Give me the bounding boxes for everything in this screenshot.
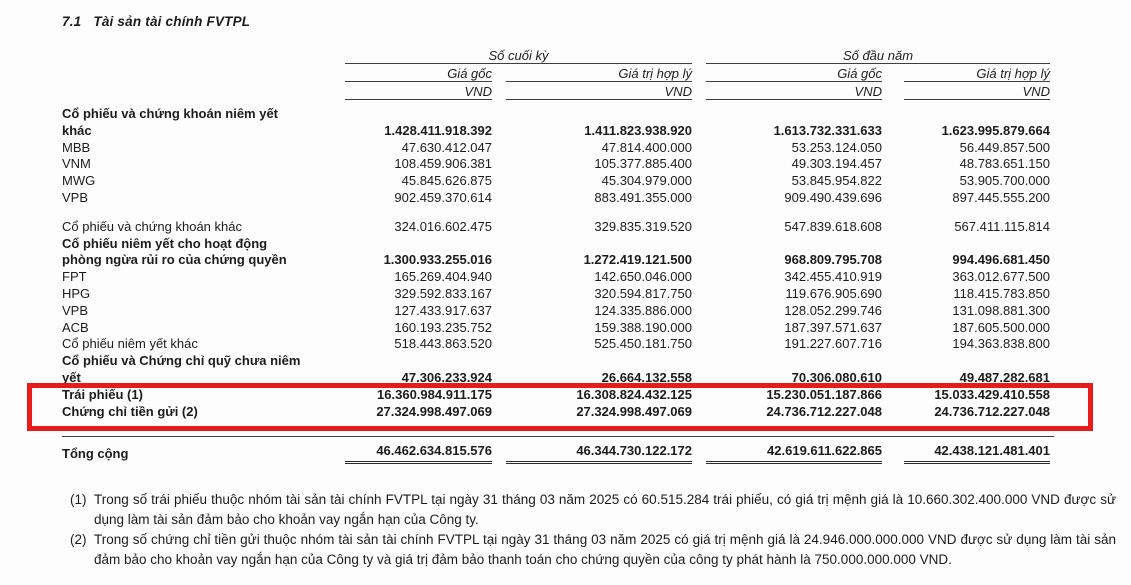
cell-value: 56.449.857.500 xyxy=(959,139,1050,155)
cell-value: 15.230.051.187.866 xyxy=(766,386,882,402)
section-number: 7.1 xyxy=(62,14,82,29)
cell-value: 47.306.233.924 xyxy=(401,369,492,385)
unit-label: VND xyxy=(506,84,692,100)
highlight-box xyxy=(27,383,1093,431)
row-label: phòng ngừa rủi ro của chứng quyền xyxy=(62,252,287,268)
header-group-start-of-year: Số đầu năm xyxy=(706,48,1050,64)
header-col-fair-value-start: Giá trị hợp lý xyxy=(904,66,1050,82)
row-label: MBB xyxy=(62,139,91,155)
footnotes xyxy=(70,490,1116,570)
cell-value: 909.490.439.696 xyxy=(784,189,882,205)
cell-value: 27.324.998.497.069 xyxy=(376,403,492,419)
row-label: VPB xyxy=(62,189,89,205)
cell-value: 24.736.712.227.048 xyxy=(766,403,882,419)
cell-value: 1.428.411.918.392 xyxy=(384,122,492,138)
section-title xyxy=(62,14,250,29)
cell-value: 53.905.700.000 xyxy=(959,173,1050,189)
unit-label: VND xyxy=(706,84,882,100)
table-row xyxy=(62,140,1054,157)
cell-value: 108.459.906.381 xyxy=(394,156,492,172)
cell-value: 897.445.555.200 xyxy=(952,189,1050,205)
cell-value: 46.462.634.815.576 xyxy=(345,443,492,464)
row-spacer xyxy=(62,207,1054,219)
cell-value: 27.324.998.497.069 xyxy=(576,403,692,419)
row-label: VNM xyxy=(62,156,91,172)
table-row xyxy=(62,156,1054,173)
row-label: ACB xyxy=(62,319,89,335)
unit-label: VND xyxy=(904,84,1050,100)
cell-value: 363.012.677.500 xyxy=(952,269,1050,285)
footnote-1 xyxy=(70,490,1116,529)
footnote-text: Trong số trái phiếu thuộc nhóm tài sản tài chính FVTPL tại ngày 31 tháng 03 năm 2025 có 60.515.284 trái phiếu, có giá trị mệnh giá là 10.660.302.400.000 VND được sử dụng làm tài sản đảm bảo cho khoản vay ngắn hạn của Công ty. xyxy=(94,492,1116,527)
cell-value: 968.809.795.708 xyxy=(784,252,882,268)
cell-value: 994.496.681.450 xyxy=(952,252,1050,268)
cell-value: 165.269.404.940 xyxy=(394,269,492,285)
cell-value: 42.619.611.622.865 xyxy=(706,443,882,464)
table-header-units xyxy=(62,84,1054,102)
cell-value: 194.363.838.800 xyxy=(952,336,1050,352)
cell-value: 105.377.885.400 xyxy=(594,156,692,172)
table-row xyxy=(62,303,1054,320)
table-header-groups xyxy=(62,48,1054,66)
cell-value: 45.304.979.000 xyxy=(601,173,692,189)
unit-label: VND xyxy=(345,84,492,100)
table-header-columns xyxy=(62,66,1054,84)
cell-value: 128.052.299.746 xyxy=(784,302,882,318)
footnote-marker: (1) xyxy=(70,492,87,507)
cell-value: 119.676.905.690 xyxy=(785,285,882,301)
cell-value: 42.438.121.481.401 xyxy=(904,443,1050,464)
cell-value: 191.227.607.716 xyxy=(784,336,882,352)
cell-value: 518.443.863.520 xyxy=(394,336,492,352)
row-label: Cổ phiếu và chứng khoán khác xyxy=(62,218,242,234)
table-row xyxy=(62,252,1054,269)
header-col-cost-end: Giá gốc xyxy=(345,66,492,82)
cell-value: 187.397.571.637 xyxy=(784,319,882,335)
cell-value: 26.664.132.558 xyxy=(601,369,692,385)
cell-value: 16.360.984.911.175 xyxy=(377,386,492,402)
row-label: Cổ phiếu và Chứng chỉ quỹ chưa niêm xyxy=(62,353,301,369)
table-row xyxy=(62,106,1054,123)
cell-value: 187.605.500.000 xyxy=(952,319,1050,335)
cell-value: 53.253.124.050 xyxy=(791,139,882,155)
cell-value: 142.650.046.000 xyxy=(594,269,692,285)
cell-value: 53.845.954.822 xyxy=(791,173,882,189)
table-row xyxy=(62,353,1054,370)
cell-value: 329.592.833.167 xyxy=(394,285,492,301)
cell-value: 47.814.400.000 xyxy=(601,139,692,155)
row-label: HPG xyxy=(62,285,91,301)
header-col-fair-value-end: Giá trị hợp lý xyxy=(506,66,692,82)
table-row xyxy=(62,219,1054,236)
cell-value: 24.736.712.227.048 xyxy=(934,403,1050,419)
cell-value: 46.344.730.122.172 xyxy=(506,443,692,464)
cell-value: 118.415.783.850 xyxy=(953,285,1050,301)
row-label: VPB xyxy=(62,302,89,318)
cell-value: 15.033.429.410.558 xyxy=(934,386,1050,402)
row-label: Cổ phiếu và chứng khoán niêm yết xyxy=(62,106,279,121)
cell-value: 49.487.282.681 xyxy=(959,369,1050,385)
cell-value: 124.335.886.000 xyxy=(594,302,692,318)
cell-value: 320.594.817.750 xyxy=(594,285,692,301)
cell-value: 47.630.412.047 xyxy=(401,139,492,155)
cell-value: 160.193.235.752 xyxy=(394,319,492,335)
cell-value: 45.845.626.875 xyxy=(401,173,492,189)
cell-value: 525.450.181.750 xyxy=(594,336,692,352)
row-label: Tổng cộng xyxy=(62,446,129,462)
cell-value: 1.272.419.121.500 xyxy=(583,252,692,268)
cell-value: 329.835.319.520 xyxy=(594,218,692,234)
cell-value: 48.783.651.150 xyxy=(959,156,1050,172)
row-label: Cổ phiếu niêm yết khác xyxy=(62,336,198,352)
cell-value: 49.303.194.457 xyxy=(791,156,882,172)
cell-value: 324.016.602.475 xyxy=(394,218,492,234)
row-label: Trái phiếu (1) xyxy=(62,386,143,402)
cell-value: 1.613.732.331.633 xyxy=(773,122,882,138)
total-row xyxy=(62,437,1054,464)
row-label: yết xyxy=(62,369,81,385)
cell-value: 16.308.824.432.125 xyxy=(576,386,692,402)
row-label: Chứng chỉ tiền gửi (2) xyxy=(62,403,198,419)
header-col-cost-start: Giá gốc xyxy=(706,66,882,82)
section-title-text: Tài sản tài chính FVTPL xyxy=(93,14,251,29)
cell-value: 70.306.080.610 xyxy=(791,369,882,385)
footnote-marker: (2) xyxy=(70,532,87,547)
table-row xyxy=(62,236,1054,253)
cell-value: 131.098.881.300 xyxy=(952,302,1050,318)
footnote-2 xyxy=(70,530,1116,569)
cell-value: 1.623.995.879.664 xyxy=(941,122,1050,138)
cell-value: 1.411.823.938.920 xyxy=(584,122,692,138)
table-row xyxy=(62,320,1054,337)
cell-value: 127.433.917.637 xyxy=(394,302,492,318)
table-row xyxy=(62,336,1054,353)
cell-value: 567.411.115.814 xyxy=(954,218,1050,234)
header-group-end-of-period: Số cuối kỳ xyxy=(345,48,692,64)
cell-value: 883.491.355.000 xyxy=(594,189,692,205)
table-row xyxy=(62,269,1054,286)
cell-value: 902.459.370.614 xyxy=(394,189,492,205)
cell-value: 547.839.618.608 xyxy=(784,218,882,234)
row-label: FPT xyxy=(62,269,87,285)
row-label: Cổ phiếu niêm yết cho hoạt động xyxy=(62,235,268,251)
row-label: khác xyxy=(62,122,92,138)
cell-value: 1.300.933.255.016 xyxy=(383,252,492,268)
table-row xyxy=(62,123,1054,140)
table-row xyxy=(62,190,1054,207)
footnote-text: Trong số chứng chỉ tiền gửi thuộc nhóm tài sản tài chính FVTPL tại ngày 31 tháng 03 năm 2025 có giá trị mệnh giá là 24.946.000.000.000 VND được sử dụng làm tài sản đảm bảo cho khoản vay ngắn hạn của Công ty và giá trị đảm bảo thanh toán cho chứng quyền của công ty phát hành là 750.000.000.000 VND. xyxy=(94,532,1116,567)
cell-value: 342.455.410.919 xyxy=(784,269,882,285)
table-row xyxy=(62,173,1054,190)
cell-value: 159.388.190.000 xyxy=(594,319,692,335)
row-label: MWG xyxy=(62,173,96,189)
table-row xyxy=(62,286,1054,303)
